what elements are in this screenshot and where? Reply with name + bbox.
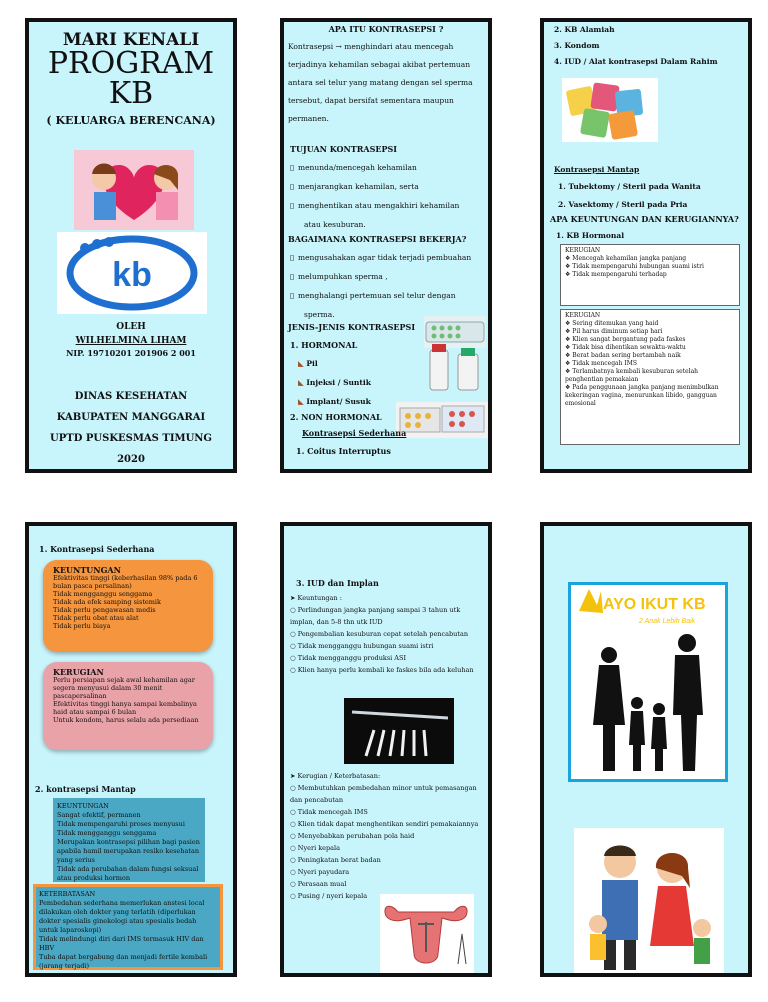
- box-item: Tidak perlu biaya: [53, 622, 111, 630]
- author-nip: NIP. 19710201 201906 2 001: [66, 348, 196, 358]
- box-item: Merupakan kontrasepsi pilihan bagi pasien apabila hamil merupakan resiko kesehatan yang serius: [57, 838, 200, 864]
- banner-subtext: 2 Anak Lebih Baik: [639, 618, 696, 625]
- panel-contraception-info: [280, 18, 492, 473]
- box-item: Tidak ada perubahan dalam fungsi seksual atau produksi hormon: [57, 865, 199, 882]
- definition-line: terjadinya kehamilan sebagai akibat pertemuan: [288, 60, 471, 69]
- loss-heading: ➤ Kerugian / Keterbatasan:: [290, 772, 381, 780]
- goal-item: atau kesuburan.: [304, 220, 366, 229]
- box-title: KETERBATASAN: [39, 890, 96, 898]
- box-item: Tuba dapat bergabung dan menjadi fertile kembali (jarang terjadi): [39, 953, 208, 970]
- box-item: ❖ Tidak mempengaruhi hubungan suami istri: [565, 263, 704, 270]
- hormonal-title: 1. HORMONAL: [290, 340, 358, 350]
- box-title: KEUNTUNGAN: [53, 565, 121, 575]
- goals-list: [290, 158, 490, 234]
- gain-item: ○ Klien hanya perlu kembali ke faskes bila ada keluhan: [290, 666, 474, 674]
- kb-logo: [57, 232, 207, 314]
- iud-loss-list: [290, 770, 486, 902]
- steady-gain-box: [53, 798, 205, 882]
- box-item: ❖ Tidak mencegah IMS: [565, 360, 638, 367]
- loss-item: ○ Tidak mencegah IMS: [290, 808, 368, 816]
- iud-gain-list: [290, 592, 486, 676]
- kb-hormonal-title: 1. KB Hormonal: [556, 231, 625, 240]
- loss-item: ○ Peningkatan berat badan: [290, 856, 381, 864]
- loss-item: ○ Klien tidak dapat menghentikan sendiri pemakaiannya: [290, 820, 479, 828]
- gain-item: ○ Tidak mengganggu hubungan suami istri: [290, 642, 434, 650]
- gain-item: ○ Pengembalian kesuburan cepat setelah pencabutan: [290, 630, 469, 638]
- box-item: ❖ Mencegah kehamilan jangka panjang: [565, 255, 687, 262]
- goal-item: ▯ menunda/mencegah kehamilan: [290, 163, 417, 172]
- institution-line: KABUPATEN MANGGARAI: [56, 412, 206, 423]
- loss-item: ○ Nyeri kepala: [290, 844, 340, 852]
- institution-line: 2020: [117, 454, 145, 465]
- hormonal-item: ◣ Injeksi / Suntik: [298, 378, 371, 387]
- loss-item: ○ Membutuhkan pembedahan minor untuk pemasangan dan pencabutan: [290, 784, 477, 804]
- nonhormonal-title: 2. NON HORMONAL: [290, 412, 382, 422]
- section1-title: 1. Kontrasepsi Sederhana: [39, 544, 155, 554]
- method-item: 4. IUD / Alat kontrasepsi Dalam Rahim: [554, 57, 718, 66]
- box-item: Tidak mengganggu senggama: [53, 590, 153, 598]
- heading-goals: TUJUAN KONTRASEPSI: [290, 144, 397, 154]
- box-item: Pembedahan sederhana memerlukan anstesi local dilakukan oleh dokter yang terlatih (diperlukan dokter spesialis ginekologi atau spesialis bedah untuk laparoskopi): [39, 899, 205, 934]
- institution-block: [29, 386, 233, 470]
- hormonal-list: [298, 354, 371, 411]
- box-item: Tidak ada efek samping sistemik: [53, 598, 161, 606]
- gain-item: ○ Perlindungan jangka panjang sampai 3 tahun utk implan, dan 5-8 thn utk IUD: [290, 606, 461, 626]
- uterus-iud-image: [380, 894, 474, 977]
- banner-text: AYO IKUT KB: [603, 596, 706, 613]
- question-heading: APA KEUNTUNGAN DAN KERUGIANNYA?: [550, 214, 739, 224]
- hormonal-box-1: [560, 244, 740, 306]
- method-item: 3. Kondom: [554, 41, 600, 50]
- box-item: ❖ Terlambatnya kembali kesuburan setelah penghentian pemakaian: [565, 368, 699, 383]
- panel-simple-steady: [25, 522, 237, 977]
- gain-heading: ➤ Keuntungan :: [290, 594, 342, 602]
- steady-title: Kontrasepsi Mantap: [554, 165, 640, 174]
- box-item: Efektivitas tinggi (keberhasilan 98% pada 6 bulan pasca persalinan): [53, 574, 198, 590]
- definition-line: antara sel telur yang matang dengan sel sperma: [288, 78, 473, 87]
- methods-list: [554, 22, 718, 70]
- method-item: 2. KB Alamiah: [554, 25, 615, 34]
- steady-item: 1. Tubektomy / Steril pada Wanita: [558, 182, 701, 191]
- box-title: KEUNTUNGAN: [57, 802, 109, 810]
- couple-heart-image: [74, 150, 194, 230]
- injection-vials-image: [424, 340, 486, 394]
- cover-title-line1: MARI KENALI: [62, 30, 200, 50]
- section2-title: 2. kontrasepsi Mantap: [35, 784, 136, 794]
- implant-image: [344, 698, 454, 764]
- box-item: ❖ Pada penggunaan jangka panjang menimbulkan kekeringan vagina, menurunkan libido, gangguan emosional: [565, 384, 719, 407]
- hormonal-box-2: [560, 309, 740, 445]
- panel-iud-implant: [280, 522, 492, 977]
- box-item: Tidak perlu obat atau alat: [53, 614, 139, 622]
- loss-item: ○ Pusing / nyeri kepala: [290, 892, 368, 900]
- pill-packs-image: [396, 402, 488, 438]
- institution-line: DINAS KESEHATAN: [74, 391, 188, 402]
- box-item: Efektivitas tinggi hanya sampai kembalinya haid atau sampai 6 bulan: [53, 700, 197, 716]
- heading-how: BAGAIMANA KONTRASEPSI BEKERJA?: [288, 234, 467, 244]
- box-item: ❖ Pil harus diminum setiap hari: [565, 328, 663, 335]
- cover-title-line2: PROGRAM: [47, 46, 215, 81]
- hormonal-item: ◣ Implant/ Susuk: [298, 397, 371, 406]
- box-title: KERUGIAN: [565, 312, 601, 319]
- box-item: Perlu persiapan sejak awal kehamilan agar segera menyusui dalam 30 menit pascapersalinan: [53, 676, 195, 700]
- loss-item: ○ Perasaan mual: [290, 880, 347, 888]
- box-title: KERUGIAN: [565, 247, 601, 254]
- box-item: Sangat efektif, permanen: [57, 811, 141, 819]
- box-item: ❖ Sering ditemukan yang haid: [565, 320, 659, 327]
- how-item: ▯ menghalangi pertemuan sel telur dengan: [290, 291, 456, 300]
- steady-list: [558, 178, 701, 214]
- heading-what: APA ITU KONTRASEPSI ?: [328, 24, 444, 34]
- cover-subtitle: ( KELUARGA BERENCANA): [46, 114, 216, 127]
- how-item: sperma.: [304, 310, 335, 319]
- heading-types: JENIS-JENIS KONTRASEPSI: [288, 322, 416, 332]
- author-name: WILHELMINA LIHAM: [75, 336, 187, 346]
- loss-item: ○ Nyeri payudara: [290, 868, 350, 876]
- iud-title: 3. IUD dan Implan: [296, 578, 379, 588]
- box-item: Tidak mempengaruhi proses menyusui: [57, 820, 185, 828]
- definition-line: permanen.: [288, 114, 329, 123]
- simple-loss-box: [43, 662, 213, 750]
- simple-title: Kontrasepsi Sederhana: [302, 428, 407, 438]
- box-item: ❖ Berat badan sering bertambah naik: [565, 352, 681, 359]
- panel-cover: [25, 18, 237, 473]
- how-item: ▯ mengusahakan agar tidak terjadi pembuahan: [290, 253, 472, 262]
- definition-text: [288, 38, 488, 128]
- how-list: [290, 248, 490, 324]
- simple-first-item: 1. Coitus Interruptus: [296, 446, 391, 456]
- box-item: Tidak mengganggu senggama: [57, 829, 157, 837]
- cover-title-line3: KB: [108, 76, 154, 111]
- loss-item: ○ Menyebabkan perubahan pola haid: [290, 832, 415, 840]
- panel-back-cover: [540, 522, 752, 977]
- kb-logo-text: kb: [112, 256, 152, 294]
- goal-item: ▯ menghentikan atau mengakhiri kehamilan: [290, 201, 460, 210]
- family-cartoon-image: [574, 828, 724, 976]
- box-item: Untuk kondom, harus selalu ada persediaan: [53, 716, 199, 724]
- panel-methods: [540, 18, 752, 473]
- simple-gain-box: [43, 560, 213, 652]
- hormonal-item: ◣ Pil: [298, 359, 318, 368]
- by-label: OLEH: [116, 322, 146, 332]
- steady-limit-box: [33, 884, 223, 970]
- box-title: KERUGIAN: [53, 667, 104, 677]
- box-item: Tidak perlu pengawasan medis: [53, 606, 156, 614]
- ayo-ikut-kb-banner: [568, 582, 728, 782]
- condoms-image: [562, 78, 658, 142]
- box-item: Tidak melindungi diri dari IMS termasuk HIV dan HBV: [39, 935, 204, 952]
- box-item: ❖ Klien sangat bergantung pada faskes: [565, 336, 686, 343]
- steady-item: 2. Vasektomy / Steril pada Pria: [558, 200, 688, 209]
- gain-item: ○ Tidak mengganggu produksi ASI: [290, 654, 407, 662]
- definition-line: Kontrasepsi → menghindari atau mencegah: [288, 42, 454, 51]
- box-item: ❖ Tidak bisa dihentikan sewaktu-waktu: [565, 344, 686, 351]
- definition-line: tersebut, dapat bersifat sementara maupun: [288, 96, 454, 105]
- how-item: ▯ melumpuhkan sperma ,: [290, 272, 388, 281]
- goal-item: ▯ menjarangkan kehamilan, serta: [290, 182, 419, 191]
- institution-line: UPTD PUSKESMAS TIMUNG: [50, 433, 212, 444]
- box-item: ❖ Tidak mempengaruhi terhadap: [565, 271, 667, 278]
